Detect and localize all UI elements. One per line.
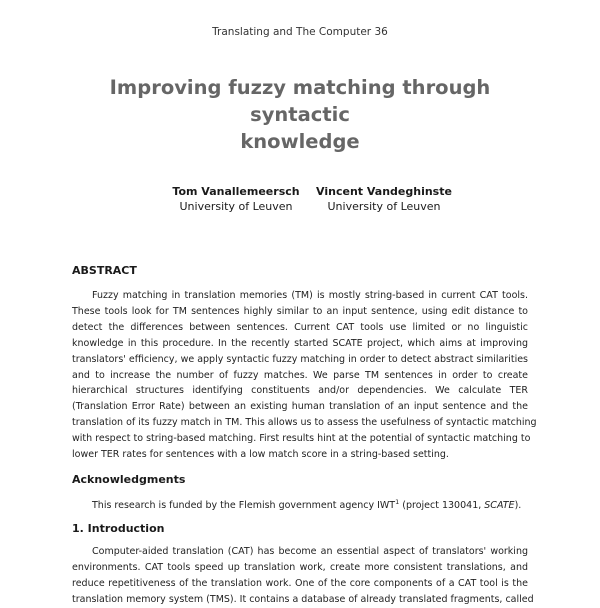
introduction-paragraph	[72, 544, 534, 608]
text-line: (Translation Error Rate) between an existing human translation of an input sentence and the	[72, 401, 528, 413]
text-line: Fuzzy matching in translation memories (TM) is mostly string-based in current CAT tools.	[92, 290, 528, 301]
text-line: with respect to string-based matching. First results hint at the potential of syntactic matching to	[72, 433, 531, 445]
text-line: reduce repetitiveness of the translation work. One of the core components of a CAT tool is the	[72, 577, 528, 589]
text-line: Computer-aided translation (CAT) has become an essential aspect of translators' working	[92, 546, 528, 557]
paper-title	[100, 74, 500, 155]
abstract-heading: ABSTRACT	[72, 264, 137, 277]
author-block	[0, 184, 600, 224]
title-line-2: knowledge	[240, 130, 360, 153]
ack-text-middle: (project 130041,	[399, 500, 485, 512]
ack-text-end: ).	[514, 500, 522, 512]
text-line: translators' efficiency, we apply syntactic fuzzy matching in order to detect abstract similarities	[72, 353, 528, 365]
footnote-mark[interactable]: 1	[395, 498, 400, 506]
author-name: Vincent Vandeghinste	[316, 185, 452, 198]
text-line: These tools look for TM sentences highly similar to an input sentence, using edit distance to	[72, 305, 528, 317]
acknowledgments-heading: Acknowledgments	[72, 473, 186, 486]
acknowledgments-paragraph	[72, 495, 528, 514]
author-2	[312, 184, 456, 214]
text-line: translation of its fuzzy match in TM. This allows us to assess the usefulness of syntactic matching	[72, 417, 537, 429]
introduction-heading: 1. Introduction	[72, 522, 165, 535]
text-line: environments. CAT tools speed up translation work, create more consistent translations, and	[72, 561, 528, 573]
text-line: detect the differences between sentences. Current CAT tools use limited or no linguistic	[72, 321, 528, 333]
ack-text: This research is funded by the Flemish government agency IWT	[92, 500, 396, 512]
running-head: Translating and The Computer 36	[212, 26, 388, 38]
text-line: translation memory system (TMS). It contains a database of already translated fragments, called	[72, 593, 534, 605]
author-affiliation: University of Leuven	[179, 200, 293, 213]
text-line: and to increase the number of fuzzy matches. We parse TM sentences in order to create	[72, 369, 528, 381]
author-name: Tom Vanallemeersch	[172, 185, 300, 198]
abstract-paragraph	[72, 288, 537, 463]
author-affiliation: University of Leuven	[327, 200, 441, 213]
text-line: knowledge in this procedure. In the recently started SCATE project, which aims at improving	[72, 337, 528, 349]
text-line: hierarchical structures identifying constituents and/or dependencies. We calculate TER	[72, 385, 528, 397]
text-line: lower TER rates for sentences with a low match score in a string-based setting.	[72, 449, 449, 461]
title-line-1: Improving fuzzy matching through syntactic	[109, 76, 491, 126]
author-1	[166, 184, 306, 214]
project-name: SCATE	[484, 500, 515, 512]
